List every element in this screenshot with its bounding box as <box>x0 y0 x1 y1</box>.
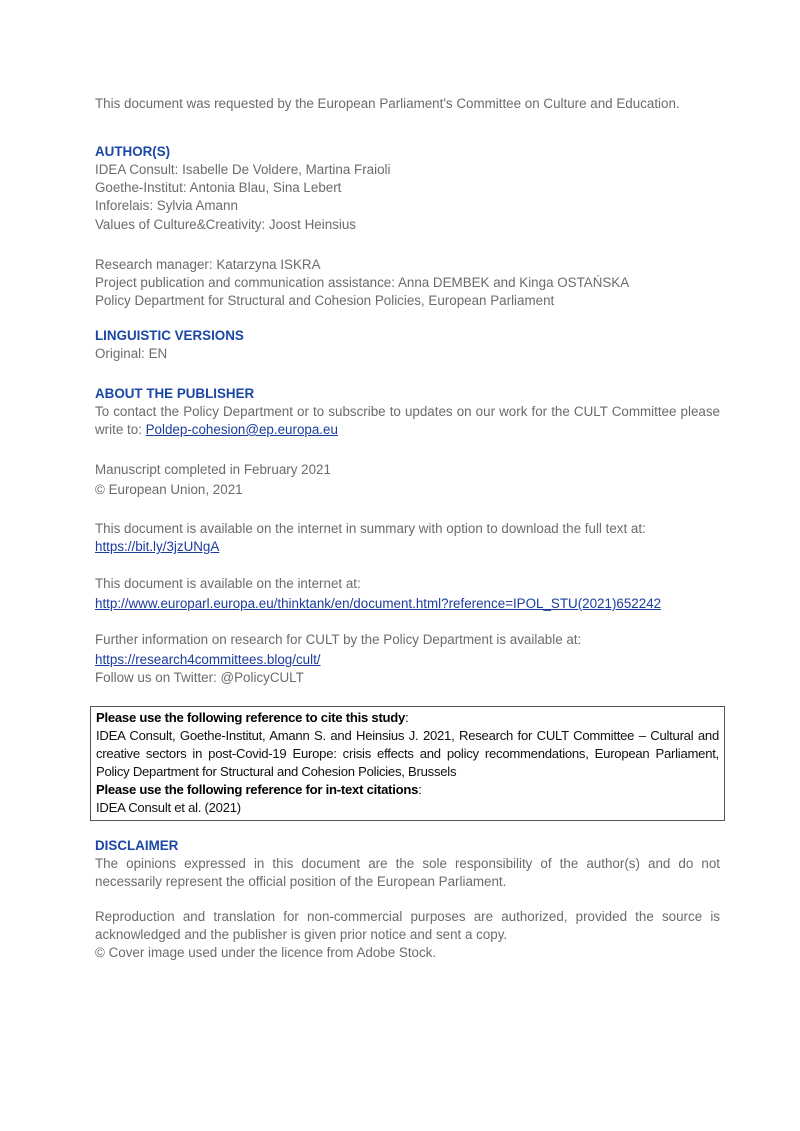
authors-heading: AUTHOR(S) <box>95 144 171 159</box>
manuscript-section: Manuscript completed in February 2021 © European Union, 2021 <box>95 462 331 497</box>
authors-section <box>95 143 720 234</box>
further-section: Further information on research for CULT by the Policy Department is available at: https://research4committees.blog/cult/ Follow us on Twitter: @PolicyCULT <box>95 631 720 687</box>
email-link[interactable]: Poldep-cohesion@ep.europa.eu <box>145 422 338 437</box>
blog-link[interactable]: https://research4committees.blog/cult/ <box>95 652 321 667</box>
author-line: Values of Culture&Creativity: Joost Heinsius <box>95 217 356 232</box>
author-line: Inforelais: Sylvia Amann <box>95 198 238 213</box>
full-text-link[interactable]: http://www.europarl.europa.eu/thinktank/en/document.html?reference=IPOL_STU(2021)652242 <box>95 596 662 611</box>
intro: This document was requested by the European Parliament's Committee on Culture and Education. <box>95 96 680 111</box>
staff-section: Research manager: Katarzyna ISKRA Project publication and communication assistance: Anna DEMBEK and Kinga OSTAŃSKA Policy Department for Structural and Cohesion Policies, European Parliament <box>95 257 630 308</box>
author-line: IDEA Consult: Isabelle De Voldere, Martina Fraioli <box>95 162 391 177</box>
author-line: Goethe-Institut: Antonia Blau, Sina Lebert <box>95 180 342 195</box>
citation-box: Please use the following reference to cite this study: IDEA Consult, Goethe-Institut, Amann S. and Heinsius J. 2021, Research for CULT Committee – Cultural and creative sectors in post-Covid-19 Europe: crisis effects and policy recommendations, European Parliament, Policy Department for Structural and Cohesion Policies, Brussels Please use the following reference for in-text citations: IDEA Consult et al. (2021) <box>90 706 725 821</box>
disclaimer-section: DISCLAIMER The opinions expressed in this document are the sole responsibility of the author(s) and do not necessarily represent the official position of the European Parliament. Reproduction and translation for non-commercial purposes are authorized, provided the source is acknowledged and the publisher is given prior notice and sent a copy. © Cover image used under the licence from Adobe Stock. <box>95 838 720 960</box>
summary-section: This document is available on the internet in summary with option to download the full text at: https://bit.ly/3jzUNgA <box>95 520 720 556</box>
linguistic-section: LINGUISTIC VERSIONS Original: EN <box>95 328 244 361</box>
publisher-section: ABOUT THE PUBLISHER To contact the Policy Department or to subscribe to updates on our work for the CULT Committee please write to: Poldep-cohesion@ep.europa.eu <box>95 386 720 437</box>
summary-link[interactable]: https://bit.ly/3jzUNgA <box>95 539 220 554</box>
full-text-section: This document is available on the internet at: http://www.europarl.europa.eu/thinktank/en/document.html?reference=IPOL_STU(2021)652242 <box>95 575 720 613</box>
